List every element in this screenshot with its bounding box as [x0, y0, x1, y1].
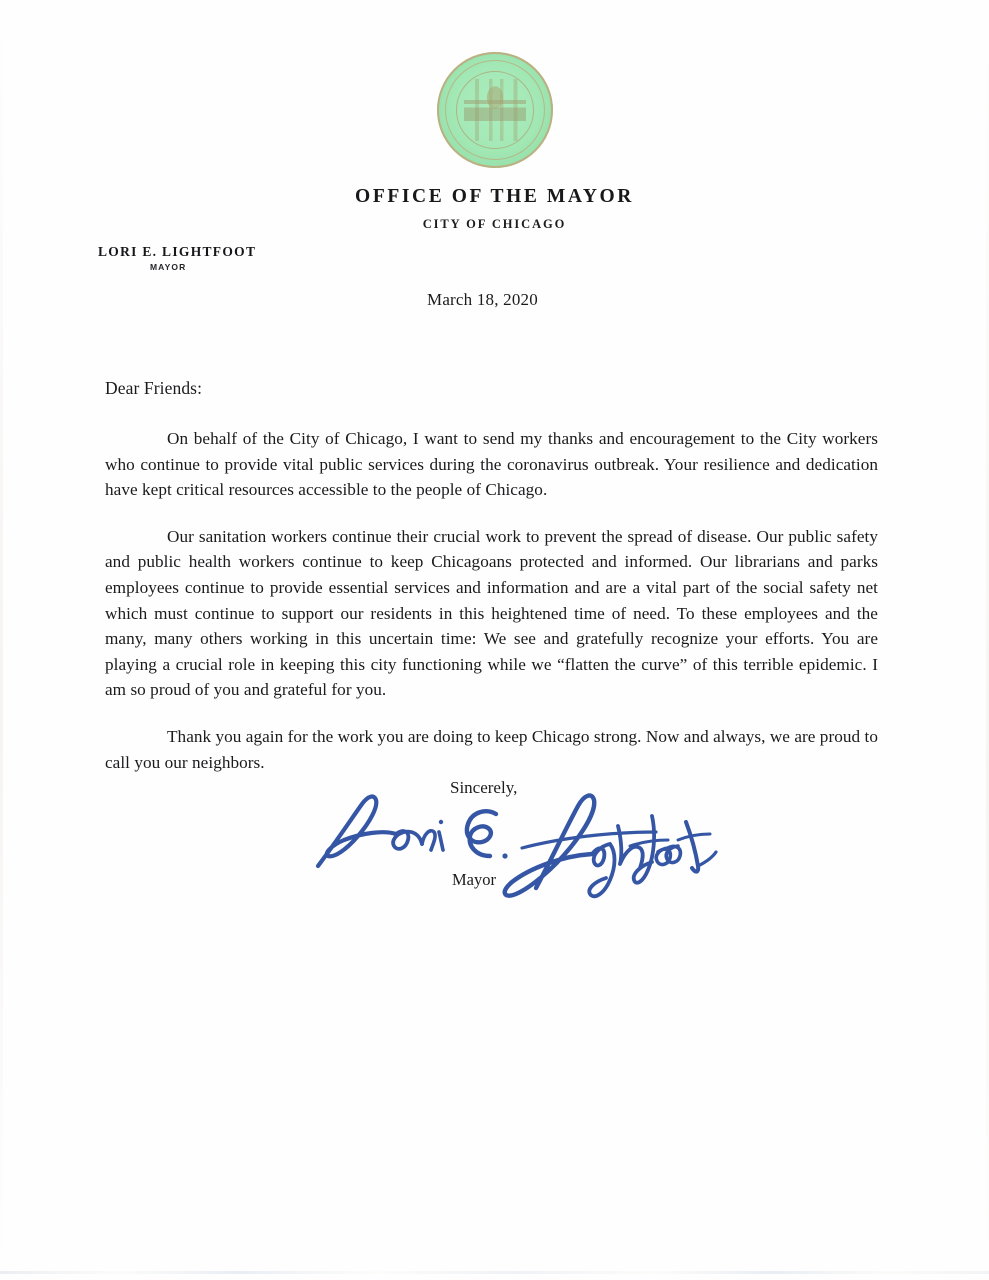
salutation: Dear Friends: — [105, 378, 203, 398]
closing-salutation: Sincerely, — [450, 778, 518, 797]
letterhead — [0, 186, 989, 232]
seal-container — [0, 52, 989, 168]
signature-title: Mayor — [452, 870, 496, 889]
body-paragraph: Thank you again for the work you are doing to keep Chicago strong. Now and always, we are proud to call you our neighbors. — [105, 726, 878, 772]
mayor-name: LORI E. LIGHTFOOT — [98, 244, 257, 259]
scan-edge-artifact-left — [0, 0, 3, 1280]
mayor-identity-block — [98, 244, 256, 272]
seal-emblem — [464, 79, 526, 141]
office-title: OFFICE OF THE MAYOR — [355, 186, 634, 207]
body-paragraph: Our sanitation workers continue their crucial work to prevent the spread of disease. Our public safety and public health workers continue to keep Chicagoans protected and informed. Our librarians and parks employees continue to provide essential services and information and are a vital part of the social safety net which must continue to support our residents in this heightened time of need. To these employees and the many, many others working in this uncertain time: We see and gratefully recognize your efforts. You are playing a crucial role in keeping this city functioning while we “flatten the curve” of this terrible epidemic. I am so proud of you and grateful for you. — [105, 526, 878, 700]
signature-block — [0, 770, 989, 905]
letter-date: March 18, 2020 — [427, 290, 538, 309]
letter-body — [105, 378, 878, 792]
city-of-chicago-seal-icon — [437, 52, 553, 168]
city-title: CITY OF CHICAGO — [422, 217, 567, 231]
body-paragraph: On behalf of the City of Chicago, I want to send my thanks and encouragement to the City workers who continue to provide vital public services during the coronavirus outbreak. Your resilience and dedication have kept critical resources accessible to the people of Chicago. — [105, 429, 878, 500]
mayor-role-label: MAYOR — [150, 262, 187, 272]
scan-artifact-bottom — [0, 1271, 989, 1274]
